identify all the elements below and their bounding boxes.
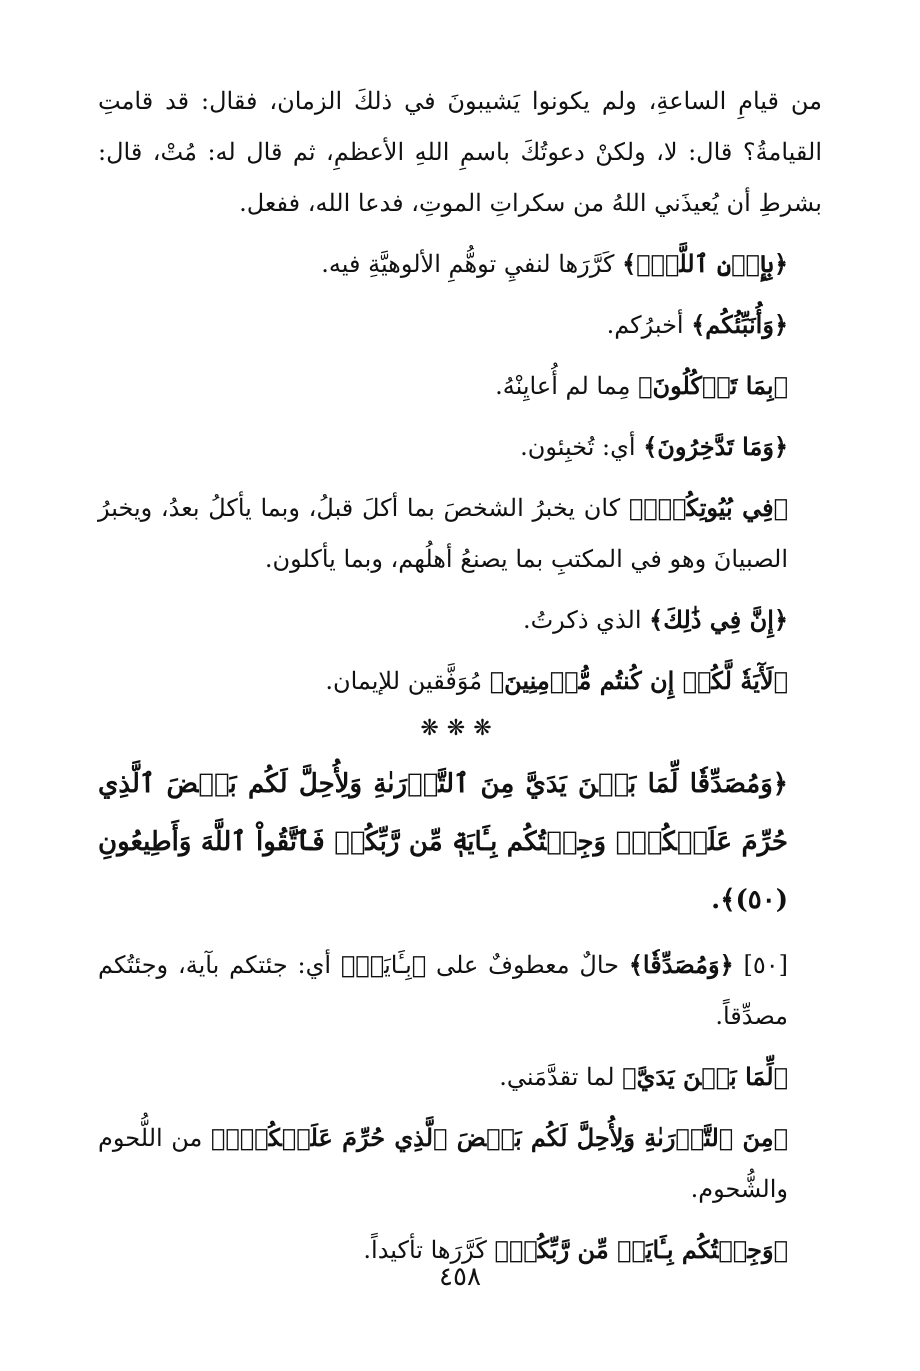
quran-verse: ﴿وَمُصَدِّقٗا لِّمَا بَيۡنَ يَدَيَّ مِنَ ٱلتَّوۡرَىٰةِ وَلِأُحِلَّ لَكُم بَعۡضَ ٱلَّذِي حُرِّمَ عَلَيۡكُمۡۚ وَجِئۡتُكُم بِـَٔايَةٖ مِّن رَّبِّكُمۡ فَٱتَّقُواْ ٱللَّهَ وَأَطِيعُونِ (٥٠)﴾. (98, 769, 788, 915)
quran-quote: ﴿إِنَّ فِي ذَٰلِكَ﴾ (649, 605, 788, 634)
section-separator: ❋❋❋ (420, 716, 500, 741)
gloss-line: ﴿إِنَّ فِي ذَٰلِكَ﴾ الذي ذكرتُ. (522, 605, 788, 634)
gloss-line: ﴿وَأُنَبِّئُكُم﴾ أخبرُكم. (606, 310, 788, 339)
quran-quote: ﴿وَمَا تَدَّخِرُونَ﴾ (643, 432, 788, 461)
quran-quote: ﴿بِمَا تَأۡكُلُونَ﴾ (638, 371, 788, 400)
gloss-line: ﴿وَجِئۡتُكُم بِـَٔايَةٖ مِّن رَّبِّكُمۡ﴾ كَرَّرَها تأكيداً. (363, 1235, 788, 1264)
top-body (98, 76, 822, 707)
gloss-line: [٥٠] ﴿وَمُصَدِّقٗا﴾ حالٌ معطوفٌ على ﴿بِـَٔايَةٖ﴾ أي: جئتكم بآية، وجئتُكم مصدِّقاً. (98, 950, 788, 1030)
gloss-line: ﴿لَأٓيَةٗ لَّكُمۡ إِن كُنتُم مُّؤۡمِنِينَ﴾ مُوَفَّقين للإيمان. (325, 666, 788, 695)
gloss-line: ﴿وَمَا تَدَّخِرُونَ﴾ أي: تُخبِئون. (520, 432, 788, 461)
verse-ref: [٥٠] (733, 951, 788, 979)
quran-quote: ﴿لَأٓيَةٗ لَّكُمۡ إِن كُنتُم مُّؤۡمِنِينَ﴾ (489, 666, 788, 695)
gloss-line: ﴿بِمَا تَأۡكُلُونَ﴾ مِما لم أُعايِنْهُ. (495, 371, 788, 400)
gloss-line: ﴿فِي بُيُوتِكُمۡۚ﴾ كان يخبرُ الشخصَ بما أكلَ قبلُ، وبما يأكلُ بعدُ، ويخبرُ الصبيانَ وهو في المكتبِ بما يصنعُ أهلُهم، وبما يأكلون. (98, 493, 789, 573)
ayah-number: (٥٠) (735, 885, 788, 915)
gloss-line: ﴿لِّمَا بَيۡنَ يَدَيَّ﴾ لما تقدَّمَني. (499, 1062, 788, 1091)
quran-quote: ﴿وَأُنَبِّئُكُم﴾ (691, 310, 788, 339)
paragraph-intro: من قيامِ الساعةِ، ولم يكونوا يَشيبونَ في ذلكَ الزمان، فقال: قد قامتِ القيامةُ؟ قال: لا، ولكنْ دعوتُكَ باسمِ اللهِ الأعظمِ، ثم قال له: مُتْ، قال: بشرطِ أن يُعيذَني اللهُ من سكراتِ الموتِ، فدعا الله، ففعل. (98, 87, 822, 217)
quran-quote: ﴿وَجِئۡتُكُم بِـَٔايَةٖ مِّن رَّبِّكُمۡ﴾ (494, 1235, 788, 1264)
quran-quote: ﴿فِي بُيُوتِكُمۡۚ﴾ (628, 493, 789, 522)
commentary-body (98, 939, 822, 1276)
gloss-line: ﴿بِإِذۡنِ ٱللَّهِۚ﴾ كَرَّرَها لنفيِ توهُّمِ الألوهيَّةِ فيه. (321, 249, 788, 278)
gloss-line: ﴿مِنَ ٱلتَّوۡرَىٰةِ وَلِأُحِلَّ لَكُم بَعۡضَ ٱلَّذِي حُرِّمَ عَلَيۡكُمۡۚ﴾ من اللُّحوم والشُّحوم. (98, 1123, 789, 1203)
page-number: ٤٥٨ (439, 1262, 481, 1292)
quran-quote: ﴿لِّمَا بَيۡنَ يَدَيَّ﴾ (622, 1062, 788, 1091)
quran-quote: ﴿مِنَ ٱلتَّوۡرَىٰةِ وَلِأُحِلَّ لَكُم بَعۡضَ ٱلَّذِي حُرِّمَ عَلَيۡكُمۡۚ﴾ (210, 1123, 789, 1152)
quran-quote: ﴿بِإِذۡنِ ٱللَّهِۚ﴾ (622, 249, 788, 278)
quran-quote: ﴿وَمُصَدِّقٗا﴾ (628, 950, 734, 979)
